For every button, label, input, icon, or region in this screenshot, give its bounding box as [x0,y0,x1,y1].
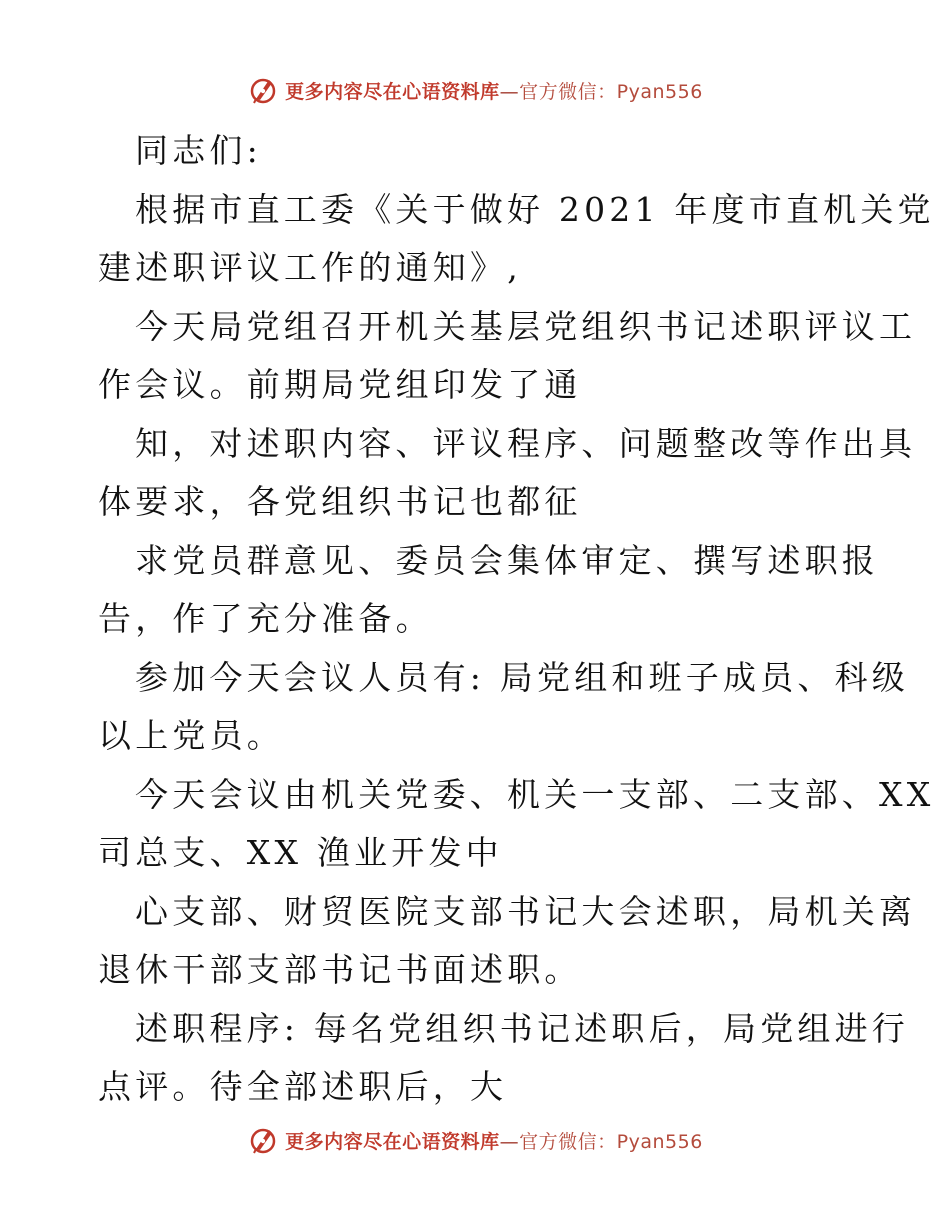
paragraph-line: 体要求，各党组织书记也都征 [98,482,582,521]
banner-text [285,77,703,104]
feather-pen-seal-icon [247,1124,279,1156]
paragraph-line: 司总支、XX 渔业开发中 [98,833,503,872]
banner-main-text: 更多内容尽在心语资料库 [285,80,500,103]
paragraph-line: 退休干部支部书记书面述职。 [98,950,582,989]
paragraph-line: 今天局党组召开机关基层党组织书记述职评议工 [135,306,917,346]
feather-pen-seal-icon [247,74,279,106]
banner-text [285,1127,703,1154]
paragraph-line: 参加今天会议人员有: 局党组和班子成员、科级 [135,657,910,697]
paragraph-line: 同志们: [135,131,262,170]
paragraph-line: 心支部、财贸医院支部书记大会述职，局机关离 [135,891,917,931]
paragraph-line: 告，作了充分准备。 [98,599,433,638]
paragraph-line: 今天会议由机关党委、机关一支部、二支部、XX [135,774,935,814]
footer-banner [0,1120,950,1160]
document-body [98,122,935,1117]
banner-main-text: 更多内容尽在心语资料库 [285,1130,500,1153]
paragraph-line: 点评。待全部述职后，大 [98,1067,508,1106]
paragraph-line: 求党员群意见、委员会集体审定、撰写述职报 [135,540,879,580]
paragraph-line: 建述职评议工作的通知》, [98,248,522,287]
banner-dash: — [499,1130,520,1153]
banner-contact-text: 官方微信：Pyan556 [519,1130,703,1153]
banner-contact-text: 官方微信：Pyan556 [519,80,703,103]
banner-dash: — [499,80,520,103]
paragraph-line: 述职程序: 每名党组织书记述职后，局党组进行 [135,1008,910,1048]
paragraph-line: 根据市直工委《关于做好 2021 年度市直机关党 [135,189,935,229]
paragraph-line: 作会议。前期局党组印发了通 [98,365,582,404]
paragraph-line: 以上党员。 [98,716,284,755]
header-banner [0,70,950,110]
paragraph-line: 知，对述职内容、评议程序、问题整改等作出具 [135,423,917,463]
